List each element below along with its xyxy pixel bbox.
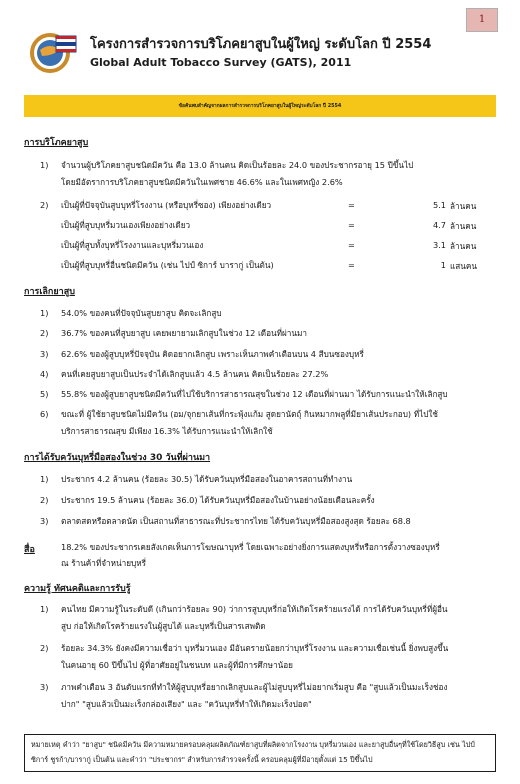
gats-logo-icon	[30, 30, 80, 76]
equals-sign: =	[348, 200, 355, 210]
footnote-box	[24, 734, 496, 772]
media-text: 18.2% ของประชากรเคยสังเกตเห็นการโฆษณาบุหรี่ โดยเฉพาะอย่างยิ่งการแสดงบุหรี่หรือการตั้งวางซองบุหรี่	[61, 542, 440, 552]
list-item-text: คนที่เคยสูบยาสูบเป็นประจำได้เลิกสูบแล้ว 4.5 ล้านคน คิดเป็นร้อยละ 27.2%	[61, 369, 329, 379]
list-item-text: 62.6% ของผู้สูบบุหรี่ปัจจุบัน คิดอยากเลิกสูบ เพราะเห็นภาพคำเตือนบน 4 สีบนซองบุหรี่	[61, 349, 364, 359]
smoker-type-unit: ล้านคน	[450, 221, 477, 231]
equals-sign: =	[348, 220, 355, 230]
list-item-text: คนไทย มีความรู้ในระดับดี (เกินกว่าร้อยละ 90) ว่าการสูบบุหรี่ก่อให้เกิดโรคร้ายแรงได้ การได้รับควันบุหรี่ที่ผู้อื่น	[61, 604, 448, 614]
smoker-type-value: 1	[440, 260, 446, 270]
list-item-text: ตลาดสดหรือตลาดนัด เป็นสถานที่สาธารณะที่ประชากรไทย ได้รับควันบุหรี่มือสองสูงสุด ร้อยละ 68.8	[61, 516, 411, 526]
list-item-text: 36.7% ของคนที่สูบยาสูบ เคยพยายามเลิกสูบในช่วง 12 เดือนที่ผ่านมา	[61, 328, 307, 338]
list-item-text: สูบ ก่อให้เกิดโรคร้ายแรงในผู้สูบได้ และบุหรี่เป็นสารเสพติด	[61, 621, 266, 631]
list-item-text: 54.0% ของคนที่ปัจจุบันสูบยาสูบ คิดจะเลิกสูบ	[61, 308, 222, 318]
list-item-text: จำนวนผู้บริโภคยาสูบชนิดมีควัน คือ 13.0 ล้านคน คิดเป็นร้อยละ 24.0 ของประชากรอายุ 15 ปีขึ้นไป	[61, 160, 414, 170]
list-number: 1)	[40, 308, 49, 318]
section-heading-quitting: การเลิกยาสูบ	[24, 287, 75, 297]
list-number: 1)	[40, 474, 49, 484]
list-number: 1)	[40, 604, 49, 614]
report-title-thai: โครงการสำรวจการบริโภคยาสูบในผู้ใหญ่ ระดับโลก ปี 2554	[90, 37, 432, 52]
list-number: 3)	[40, 516, 49, 526]
list-item-text: ปาก" "สูบแล้วเป็นมะเร็งกล่องเสียง" และ "ควันบุหรี่ทำให้เกิดมะเร็งปอด"	[61, 699, 312, 709]
smoker-type-label: เป็นผู้ที่สูบทั้งบุหรี่โรงงานและบุหรี่มวนเอง	[61, 240, 204, 250]
footnote-text: ซิการ์ ชูรก้า/บารากู่ เป็นต้น และคำว่า "ประชากร" สำหรับการสำรวจครั้งนี้ ครอบคลุมผู้ที่มีอายุตั้งแต่ 15 ปีขึ้นไป	[31, 755, 373, 764]
smoker-type-value: 5.1	[432, 200, 446, 210]
list-number: 2)	[40, 200, 49, 210]
list-number: 3)	[40, 349, 49, 359]
list-item-text: ประชากร 19.5 ล้านคน (ร้อยละ 36.0) ได้รับควันบุหรี่มือสองในบ้านอย่างน้อยเดือนละครั้ง	[61, 495, 375, 505]
list-number: 6)	[40, 409, 49, 419]
list-item-text: ในคนอายุ 60 ปีขึ้นไป ผู้ที่อาศัยอยู่ในชนบท และผู้ที่มีการศึกษาน้อย	[61, 660, 293, 670]
smoker-type-value: 4.7	[432, 220, 446, 230]
key-findings-banner: ข้อค้นพบสำคัญจากผลการสำรวจการบริโภคยาสูบในผู้ใหญ่ระดับโลก ปี 2554	[24, 95, 496, 117]
report-title-english: Global Adult Tobacco Survey (GATS), 2011	[90, 56, 352, 69]
footnote-text: หมายเหตุ คำว่า "ยาสูบ" ชนิดมีควัน มีความหมายครอบคลุมผลิตภัณฑ์ยาสูบที่ผลิตจากโรงงาน บุหรี่มวนเอง และยาสูบอื่นๆที่ใช้โดยวิธีสูบ เช่น ไปป์	[31, 740, 475, 749]
smoker-type-label: เป็นผู้ที่ปัจจุบันสูบบุหรี่โรงงาน (หรือบุหรี่ซอง) เพียงอย่างเดียว	[61, 200, 272, 210]
list-number: 3)	[40, 682, 49, 692]
smoker-type-unit: แสนคน	[450, 261, 477, 271]
section-heading-consumption: การบริโภคยาสูบ	[24, 138, 89, 148]
list-item-text: 55.8% ของผู้สูบยาสูบชนิดมีควันที่ไปใช้บริการสาธารณสุขในช่วง 12 เดือนที่ผ่านมา ได้รับการแนะนำให้เลิกสูบ	[61, 389, 448, 399]
list-item-text: ประชากร 4.2 ล้านคน (ร้อยละ 30.5) ได้รับควันบุหรี่มือสองในอาคารสถานที่ทำงาน	[61, 474, 353, 484]
list-number: 5)	[40, 389, 49, 399]
smoker-type-value: 3.1	[432, 240, 446, 250]
list-item-text: ขณะที่ ผู้ใช้ยาสูบชนิดไม่มีควัน (อม/จุกยาเส้นที่กระพุ้งแก้ม สูดยานัตถุ์ กินหมากพลูที่มียาเส้นประกอบ) ที่ไปใช้	[61, 409, 438, 419]
smoker-type-label: เป็นผู้ที่สูบบุหรี่มวนเองเพียงอย่างเดียว	[61, 220, 191, 230]
smoker-type-unit: ล้านคน	[450, 201, 477, 211]
list-number: 2)	[40, 328, 49, 338]
list-number: 2)	[40, 643, 49, 653]
list-number: 1)	[40, 160, 49, 170]
list-item-text: โดยมีอัตราการบริโภคยาสูบชนิดมีควันในเพศชาย 46.6% และในเพศหญิง 2.6%	[61, 177, 343, 187]
section-heading-secondhand-smoke: การได้รับควันบุหรี่มือสองในช่วง 30 วันที่ผ่านมา	[24, 453, 211, 463]
section-heading-media: สื่อ	[24, 545, 35, 555]
list-number: 2)	[40, 495, 49, 505]
page-number: 1	[466, 8, 498, 32]
smoker-type-label: เป็นผู้ที่สูบบุหรี่อื่นชนิดมีควัน (เช่น ไปป์ ซิการ์ บารากู่ เป็นต้น)	[61, 260, 274, 270]
equals-sign: =	[348, 240, 355, 250]
section-heading-knowledge: ความรู้ ทัศนคติและการรับรู้	[24, 584, 131, 594]
list-item-text: ร้อยละ 34.3% ยังคงมีความเชื่อว่า บุหรี่มวนเอง มีอันตรายน้อยกว่าบุหรี่โรงงาน และความเชื่อเช่นนี้ ยิ่งพบสูงขึ้น	[61, 643, 449, 653]
list-number: 4)	[40, 369, 49, 379]
media-text: ณ ร้านค้าที่จำหน่ายบุหรี่	[61, 558, 147, 568]
list-item-text: บริการสาธารณสุข มีเพียง 16.3% ได้รับการแนะนำให้เลิกใช้	[61, 426, 273, 436]
equals-sign: =	[348, 260, 355, 270]
list-item-text: ภาพคำเตือน 3 อันดับแรกที่ทำให้ผู้สูบบุหรี่อยากเลิกสูบและผู้ไม่สูบบุหรี่ไม่อยากเริ่มสูบ คือ "สูบแล้วเป็นมะเร็งช่อง	[61, 682, 448, 692]
smoker-type-unit: ล้านคน	[450, 241, 477, 251]
